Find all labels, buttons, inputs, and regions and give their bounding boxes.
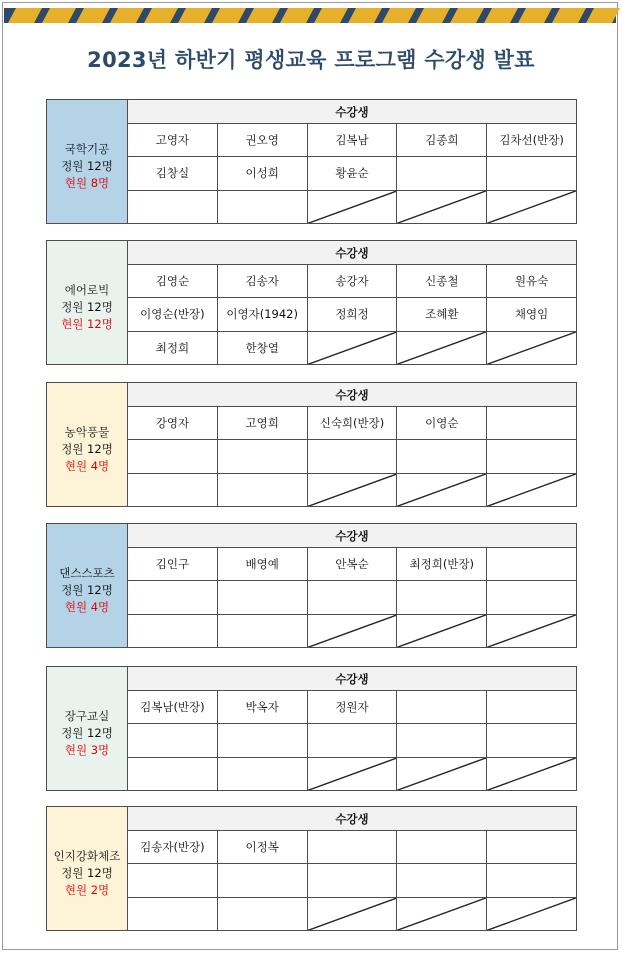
- student-cell: [218, 191, 308, 223]
- student-row: [128, 440, 576, 473]
- student-cell: [487, 864, 576, 896]
- student-cell: 황윤순: [308, 157, 398, 189]
- student-grid: [128, 807, 576, 930]
- students-header: 수강생: [128, 807, 576, 831]
- student-cell: 정원자: [308, 691, 398, 723]
- program-name: 장구교실: [64, 709, 110, 723]
- student-cell: 조혜환: [397, 298, 487, 330]
- student-cell: [308, 615, 398, 647]
- student-cell: [487, 898, 576, 930]
- student-cell: 권오영: [218, 124, 308, 156]
- program-capacity: 정원 12명: [61, 583, 113, 597]
- student-cell: [128, 581, 218, 613]
- students-header: 수강생: [128, 100, 576, 124]
- student-cell: 신숙희(반장): [308, 407, 398, 439]
- student-grid: [128, 241, 576, 364]
- student-grid: [128, 667, 576, 790]
- student-cell: [218, 758, 308, 790]
- student-cell: [487, 691, 576, 723]
- student-cell: [397, 758, 487, 790]
- student-row: [128, 691, 576, 724]
- student-cell: 김송자(반장): [128, 831, 218, 863]
- program-current-count: 현원 2명: [64, 883, 110, 897]
- student-cell: 최정희(반장): [397, 548, 487, 580]
- student-cell: 이성희: [218, 157, 308, 189]
- student-row: [128, 724, 576, 757]
- program-label: [47, 524, 128, 647]
- student-cell: [308, 332, 398, 364]
- program-current-count: 현원 12명: [61, 317, 113, 331]
- student-cell: [128, 758, 218, 790]
- student-cell: [308, 831, 398, 863]
- student-grid: [128, 524, 576, 647]
- student-cell: 박옥자: [218, 691, 308, 723]
- student-cell: [487, 332, 576, 364]
- student-cell: 이영순: [397, 407, 487, 439]
- student-cell: 최정희: [128, 332, 218, 364]
- decorative-stripe-bar: [0, 0, 622, 30]
- empty-slot-slash: [487, 898, 576, 930]
- empty-slot-slash: [308, 898, 397, 930]
- student-cell: 김복남(반장): [128, 691, 218, 723]
- empty-slot-slash: [397, 332, 486, 364]
- student-cell: [487, 157, 576, 189]
- program-section: [46, 99, 577, 224]
- students-header: 수강생: [128, 241, 576, 265]
- student-cell: [397, 474, 487, 506]
- student-cell: [487, 724, 576, 756]
- student-cell: [308, 898, 398, 930]
- student-cell: [218, 898, 308, 930]
- student-row: [128, 157, 576, 190]
- program-name: 인지강화체조: [53, 849, 121, 863]
- student-cell: 송강자: [308, 265, 398, 297]
- student-cell: [487, 440, 576, 472]
- empty-slot-slash: [308, 615, 397, 647]
- student-cell: [308, 581, 398, 613]
- student-cell: [218, 724, 308, 756]
- student-cell: [128, 724, 218, 756]
- student-cell: [308, 474, 398, 506]
- student-cell: [308, 191, 398, 223]
- program-current-count: 현원 3명: [64, 743, 110, 757]
- student-cell: 정희정: [308, 298, 398, 330]
- student-cell: [218, 581, 308, 613]
- student-cell: 이영자(1942): [218, 298, 308, 330]
- student-cell: [128, 864, 218, 896]
- student-row: [128, 474, 576, 506]
- student-cell: [128, 191, 218, 223]
- program-section: [46, 666, 577, 791]
- students-header: 수강생: [128, 667, 576, 691]
- student-cell: [487, 581, 576, 613]
- student-row: [128, 615, 576, 647]
- empty-slot-slash: [487, 332, 576, 364]
- student-cell: [487, 831, 576, 863]
- student-cell: [218, 864, 308, 896]
- program-section: [46, 382, 577, 507]
- empty-slot-slash: [308, 191, 397, 223]
- student-row: [128, 898, 576, 930]
- student-cell: [397, 724, 487, 756]
- student-cell: [397, 332, 487, 364]
- page-title: 2023년 하반기 평생교육 프로그램 수강생 발표: [87, 48, 535, 72]
- student-cell: [128, 615, 218, 647]
- student-cell: [218, 615, 308, 647]
- student-cell: [397, 691, 487, 723]
- student-cell: 이영순(반장): [128, 298, 218, 330]
- program-section: [46, 523, 577, 648]
- student-cell: 안복순: [308, 548, 398, 580]
- student-cell: 김복남: [308, 124, 398, 156]
- student-cell: [397, 191, 487, 223]
- students-header: 수강생: [128, 524, 576, 548]
- program-capacity: 정원 12명: [61, 726, 113, 740]
- student-cell: [308, 440, 398, 472]
- student-cell: 원유숙: [514, 274, 549, 289]
- student-row: [128, 191, 576, 223]
- student-row: [128, 758, 576, 790]
- program-section: [46, 240, 577, 365]
- student-cell: 김종희: [397, 124, 487, 156]
- student-grid: [128, 383, 576, 506]
- student-grid: [128, 100, 576, 223]
- student-cell: [487, 615, 576, 647]
- program-current-count: 현원 8명: [64, 176, 110, 190]
- student-cell: [308, 864, 398, 896]
- students-header: 수강생: [128, 383, 576, 407]
- student-row: [128, 332, 576, 364]
- empty-slot-slash: [487, 758, 576, 790]
- program-current-count: 현원 4명: [64, 600, 110, 614]
- student-cell: [487, 474, 576, 506]
- program-section: [46, 806, 577, 931]
- program-capacity: 정원 12명: [61, 442, 113, 456]
- program-label: [47, 667, 128, 790]
- student-cell: [397, 898, 487, 930]
- student-cell: 고영자: [128, 124, 218, 156]
- student-row: [128, 831, 576, 864]
- empty-slot-slash: [397, 898, 486, 930]
- student-cell: 고영희: [218, 407, 308, 439]
- student-row: [128, 864, 576, 897]
- program-name: 국학기공: [64, 142, 110, 156]
- student-cell: [397, 864, 487, 896]
- empty-slot-slash: [397, 191, 486, 223]
- student-cell: 김영순: [128, 265, 218, 297]
- program-current-count: 현원 4명: [64, 459, 110, 473]
- student-cell: [487, 191, 576, 223]
- program-capacity: 정원 12명: [61, 866, 113, 880]
- student-cell: 한창열: [218, 332, 308, 364]
- student-cell: 채영임: [514, 307, 549, 322]
- empty-slot-slash: [487, 191, 576, 223]
- student-cell: [487, 548, 576, 580]
- student-cell: [397, 581, 487, 613]
- student-row: [128, 265, 576, 298]
- student-cell: 김차선(반장): [499, 133, 564, 148]
- student-cell: [128, 440, 218, 472]
- program-capacity: 정원 12명: [61, 300, 113, 314]
- program-label: [47, 241, 128, 364]
- program-name: 댄스스포츠: [59, 566, 115, 580]
- student-cell: [218, 440, 308, 472]
- student-cell: [128, 474, 218, 506]
- empty-slot-slash: [487, 615, 576, 647]
- student-cell: [487, 758, 576, 790]
- student-cell: 김송자: [218, 265, 308, 297]
- student-cell: 배영예: [218, 548, 308, 580]
- program-label: [47, 807, 128, 930]
- student-cell: [308, 724, 398, 756]
- program-name: 농악풍물: [64, 425, 110, 439]
- student-row: [128, 581, 576, 614]
- student-cell: 김인구: [128, 548, 218, 580]
- student-row: [128, 548, 576, 581]
- program-label: [47, 383, 128, 506]
- student-cell: [397, 831, 487, 863]
- student-row: [128, 407, 576, 440]
- empty-slot-slash: [487, 474, 576, 506]
- student-cell: [397, 157, 487, 189]
- student-cell: [397, 615, 487, 647]
- program-name: 에어로빅: [64, 283, 110, 297]
- student-cell: [397, 440, 487, 472]
- empty-slot-slash: [397, 615, 486, 647]
- student-row: [128, 124, 576, 157]
- student-cell: 김창실: [128, 157, 218, 189]
- student-cell: [218, 474, 308, 506]
- empty-slot-slash: [397, 758, 486, 790]
- empty-slot-slash: [308, 474, 397, 506]
- student-row: [128, 298, 576, 331]
- program-label: [47, 100, 128, 223]
- student-cell: [308, 758, 398, 790]
- student-cell: 이정복: [218, 831, 308, 863]
- student-cell: 강영자: [128, 407, 218, 439]
- student-cell: [487, 407, 576, 439]
- student-cell: 신종철: [397, 265, 487, 297]
- empty-slot-slash: [308, 332, 397, 364]
- empty-slot-slash: [308, 758, 397, 790]
- program-capacity: 정원 12명: [61, 159, 113, 173]
- empty-slot-slash: [397, 474, 486, 506]
- student-cell: [128, 898, 218, 930]
